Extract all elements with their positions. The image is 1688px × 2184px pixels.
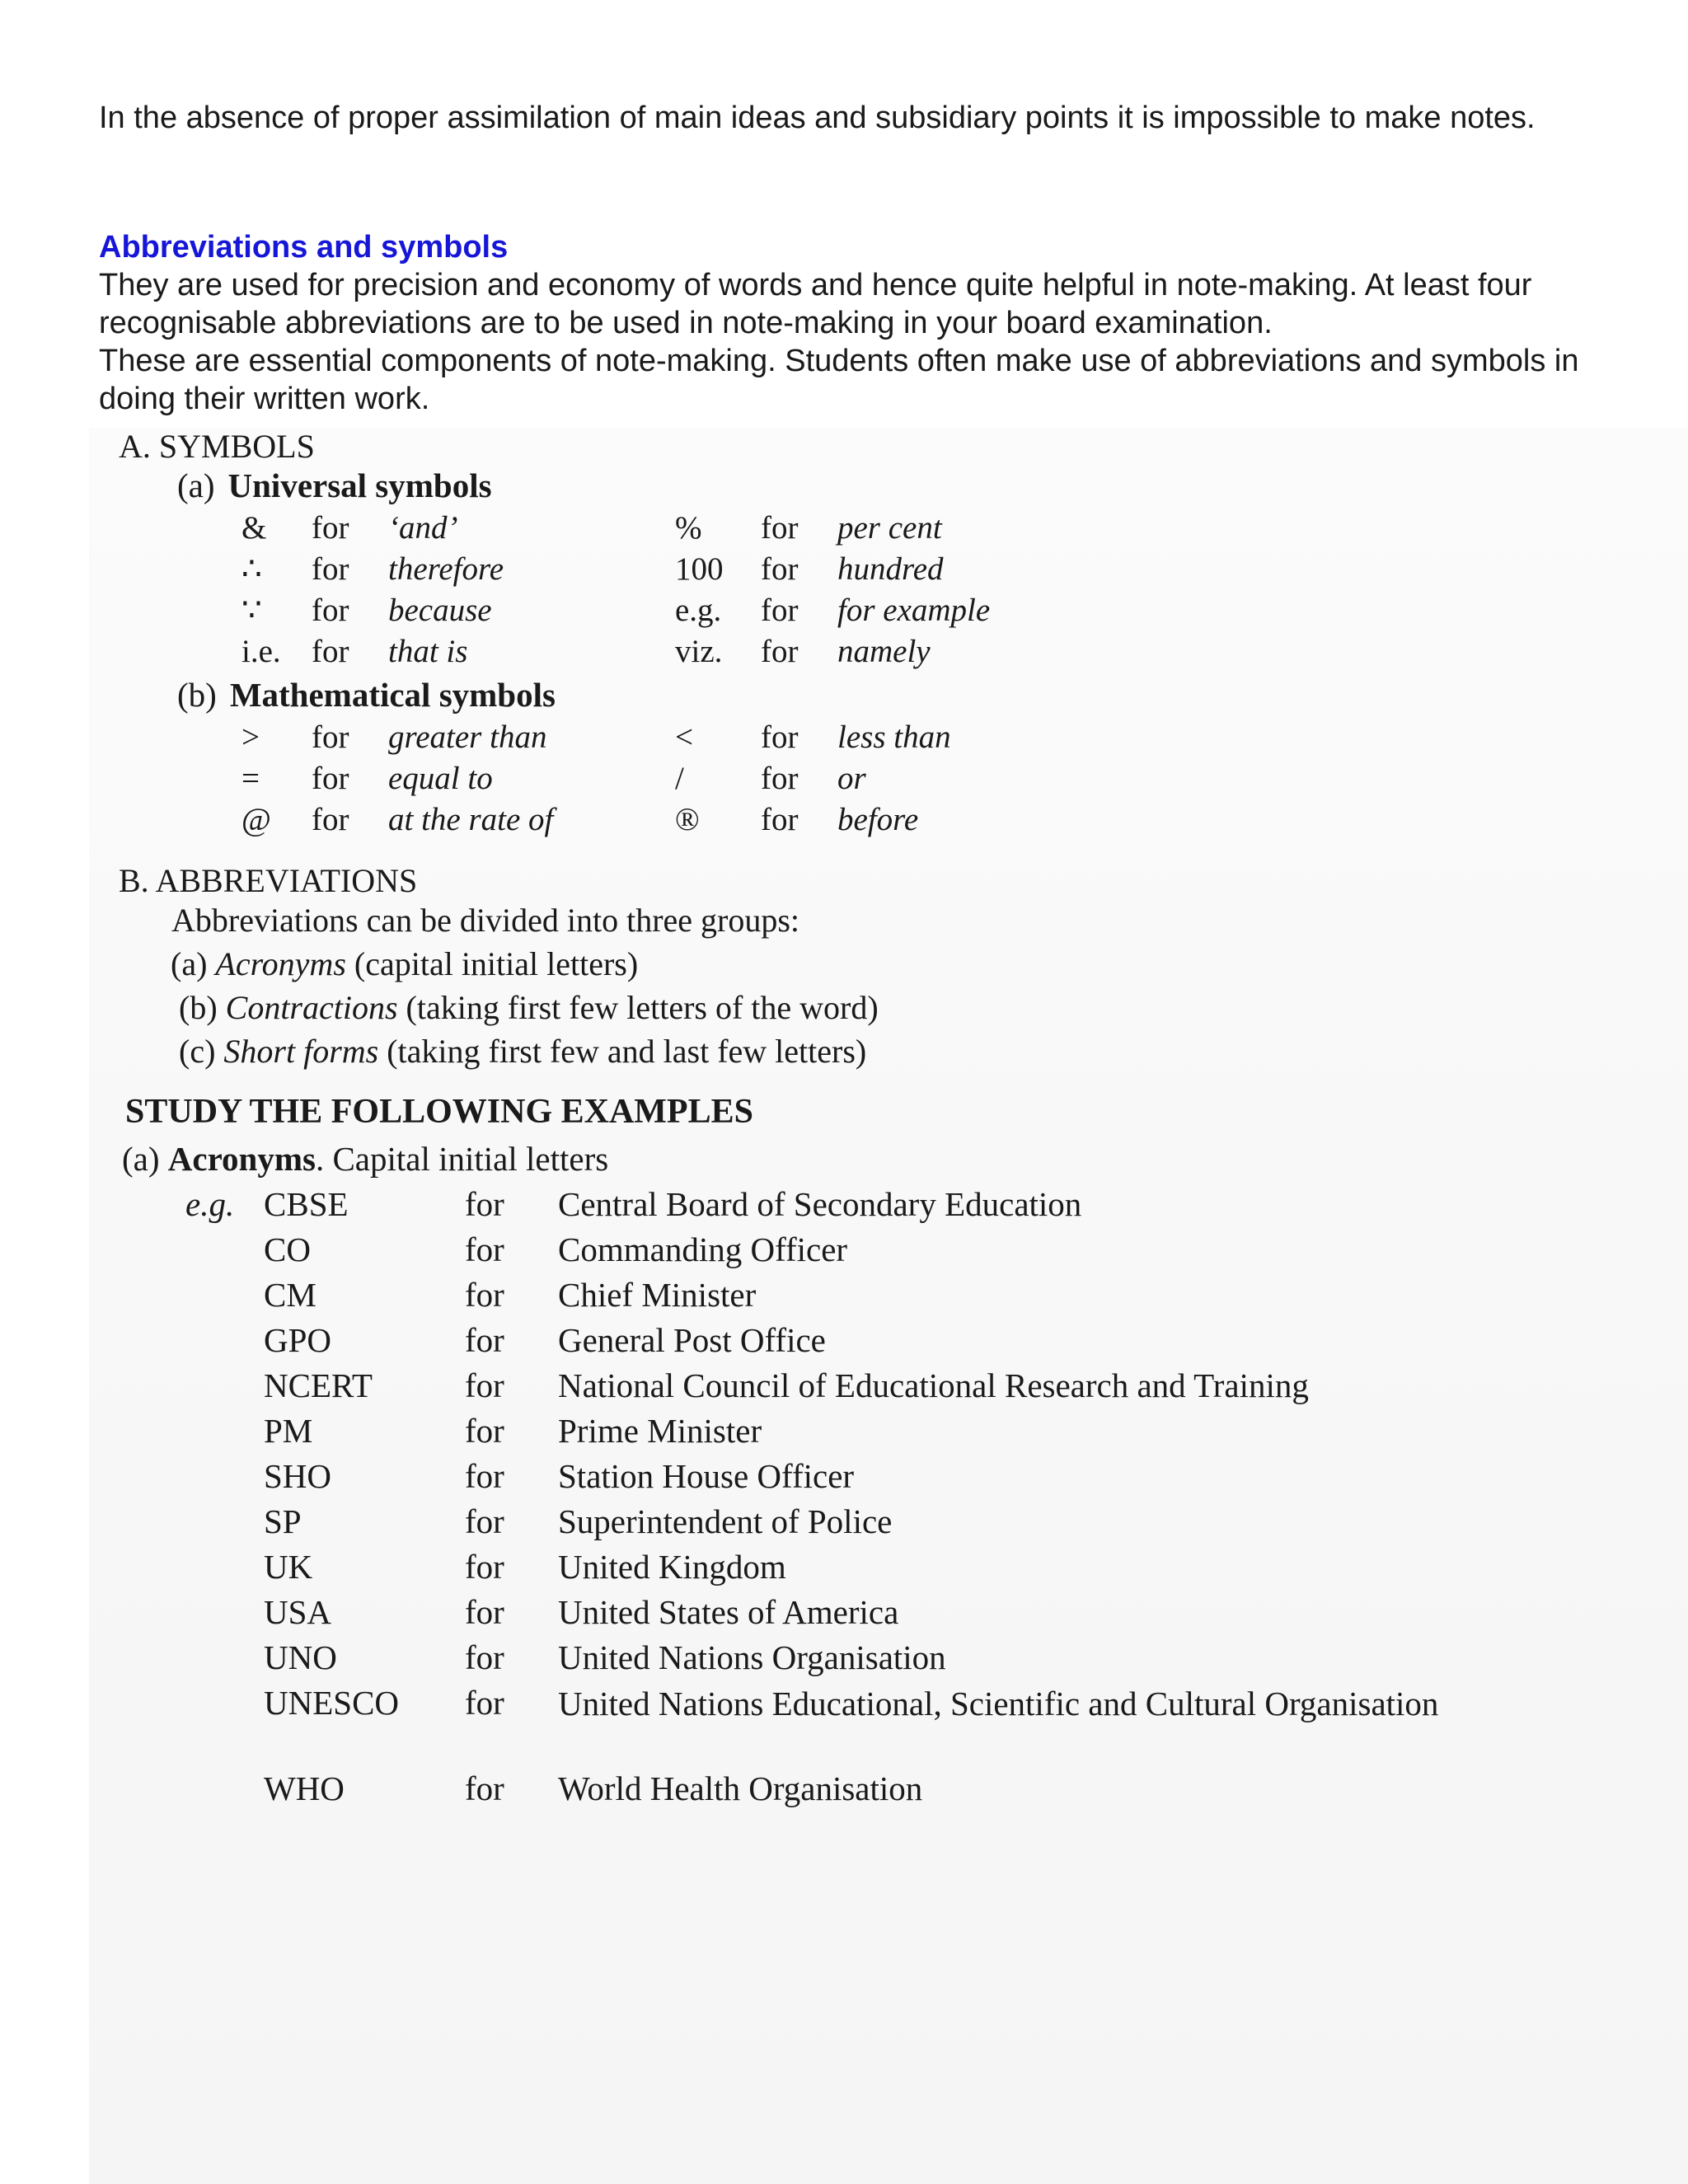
symbol: > <box>241 719 260 755</box>
for-word: for <box>312 802 349 837</box>
acronym: PM <box>264 1412 313 1450</box>
examples-title: STUDY THE FOLLOWING EXAMPLES <box>125 1093 753 1131</box>
symbol-meaning: equal to <box>388 761 493 796</box>
group-name: Short forms <box>223 1033 379 1070</box>
group-description: (taking first few and last few letters) <box>387 1033 867 1070</box>
symbol: ∵ <box>241 593 262 628</box>
for-word: for <box>761 802 799 837</box>
group-label: (c) <box>179 1033 216 1070</box>
abbreviation-group <box>171 944 638 983</box>
symbol-meaning: for example <box>837 593 991 628</box>
acronym-expansion: United States of America <box>558 1593 899 1631</box>
group-description: (taking first few letters of the word) <box>406 989 879 1026</box>
for-word: for <box>465 1502 504 1540</box>
for-word: for <box>761 719 799 755</box>
acronym: SP <box>264 1502 302 1540</box>
acronym-expansion: Station House Officer <box>558 1457 855 1495</box>
symbol-meaning: namely <box>837 634 931 669</box>
subsection-title: Acronyms <box>167 1140 316 1178</box>
acronym-expansion: United Nations Organisation <box>558 1638 946 1676</box>
for-word: for <box>465 1684 504 1722</box>
symbol: % <box>675 510 702 546</box>
for-word: for <box>312 634 349 669</box>
symbol-meaning: therefore <box>388 551 504 587</box>
for-word: for <box>465 1457 504 1495</box>
subsection-description: . Capital initial letters <box>315 1140 609 1178</box>
subsection-title: Universal symbols <box>227 466 492 504</box>
acronym: USA <box>264 1593 332 1631</box>
abbreviations-intro: Abbreviations can be divided into three groups: <box>171 902 800 939</box>
symbol-meaning: per cent <box>837 510 942 546</box>
acronym-expansion: Commanding Officer <box>558 1230 848 1268</box>
for-word: for <box>465 1321 504 1359</box>
symbol-meaning: before <box>837 802 919 837</box>
for-word: for <box>465 1185 504 1223</box>
for-word: for <box>761 510 799 546</box>
mathematical-symbols-heading <box>177 675 556 715</box>
acronym-expansion: General Post Office <box>558 1321 826 1359</box>
symbol-meaning: at the rate of <box>388 802 554 837</box>
symbol: i.e. <box>241 634 281 669</box>
acronym: CO <box>264 1230 311 1268</box>
for-word: for <box>465 1593 504 1631</box>
group-label: (a) <box>171 945 208 982</box>
abbreviation-group <box>179 988 879 1027</box>
acronym-expansion: United Nations Educational, Scientific and Cultural Organisation <box>558 1685 1439 1722</box>
for-word: for <box>312 719 349 755</box>
symbol-meaning: ‘and’ <box>388 510 458 546</box>
eg-label: e.g. <box>185 1185 235 1223</box>
for-word: for <box>761 593 799 628</box>
symbol-meaning: because <box>388 593 492 628</box>
symbol: < <box>675 719 693 755</box>
body-paragraph-1: They are used for precision and economy of words and hence quite helpful in note-making. At least four recognisable abbreviations are to be used in note-making in your board examination. <box>99 268 1532 340</box>
symbol: = <box>241 761 260 796</box>
for-word: for <box>465 1412 504 1450</box>
for-word: for <box>761 761 799 796</box>
symbol: ∴ <box>241 551 262 587</box>
for-word: for <box>312 551 349 587</box>
for-word: for <box>761 634 799 669</box>
acronym: UNO <box>264 1638 337 1676</box>
for-word: for <box>465 1276 504 1314</box>
symbol-meaning: less than <box>837 719 951 755</box>
acronym-expansion: Prime Minister <box>558 1412 762 1450</box>
acronym-expansion: United Kingdom <box>558 1548 786 1586</box>
universal-symbols-heading <box>177 466 492 505</box>
acronym: CM <box>264 1276 316 1314</box>
subsection-label: (b) <box>177 676 217 714</box>
acronym: CBSE <box>264 1185 349 1223</box>
subsection-title: Mathematical symbols <box>229 676 556 714</box>
symbol: ® <box>675 802 700 837</box>
section-heading: Abbreviations and symbols <box>99 230 509 265</box>
symbol-meaning: that is <box>388 634 468 669</box>
acronym: SHO <box>264 1457 332 1495</box>
acronym: GPO <box>264 1321 332 1359</box>
symbol-meaning: hundred <box>837 551 944 587</box>
for-word: for <box>465 1548 504 1586</box>
group-name: Contractions <box>225 989 398 1026</box>
for-word: for <box>761 551 799 587</box>
for-word: for <box>465 1230 504 1268</box>
for-word: for <box>312 510 349 546</box>
intro-paragraph: In the absence of proper assimilation of main ideas and subsidiary points it is impossible to make notes. <box>99 101 1536 135</box>
acronym-expansion: World Health Organisation <box>558 1769 923 1807</box>
group-label: (b) <box>179 989 218 1026</box>
symbol: @ <box>241 802 271 837</box>
abbreviation-group <box>179 1032 866 1071</box>
acronym: WHO <box>264 1769 345 1807</box>
acronym-expansion: Chief Minister <box>558 1276 757 1314</box>
symbol: e.g. <box>675 593 722 628</box>
acronym: NCERT <box>264 1366 373 1404</box>
symbols-section-title: A. SYMBOLS <box>119 428 315 465</box>
symbol: viz. <box>675 634 723 669</box>
for-word: for <box>312 593 349 628</box>
abbreviations-section-title: B. ABBREVIATIONS <box>119 862 418 899</box>
symbol-meaning: or <box>837 761 866 796</box>
for-word: for <box>465 1638 504 1676</box>
acronym: UNESCO <box>264 1684 400 1722</box>
symbol: / <box>675 761 684 796</box>
symbol: 100 <box>675 551 724 587</box>
acronyms-subheading <box>122 1139 608 1179</box>
group-description: (capital initial letters) <box>354 945 639 982</box>
acronym-expansion: Central Board of Secondary Education <box>558 1185 1082 1223</box>
symbol-meaning: greater than <box>388 719 547 755</box>
for-word: for <box>465 1366 504 1404</box>
acronym-expansion: Superintendent of Police <box>558 1502 893 1540</box>
subsection-label: (a) <box>122 1140 160 1178</box>
body-paragraph-2: These are essential components of note-making. Students often make use of abbreviations and symbols in doing their written work. <box>99 344 1579 416</box>
group-name: Acronyms <box>215 945 346 982</box>
symbol: & <box>241 510 267 546</box>
acronym: UK <box>264 1548 313 1586</box>
acronym-expansion: National Council of Educational Research and Training <box>558 1366 1309 1404</box>
subsection-label: (a) <box>177 466 215 504</box>
for-word: for <box>312 761 349 796</box>
for-word: for <box>465 1769 504 1807</box>
